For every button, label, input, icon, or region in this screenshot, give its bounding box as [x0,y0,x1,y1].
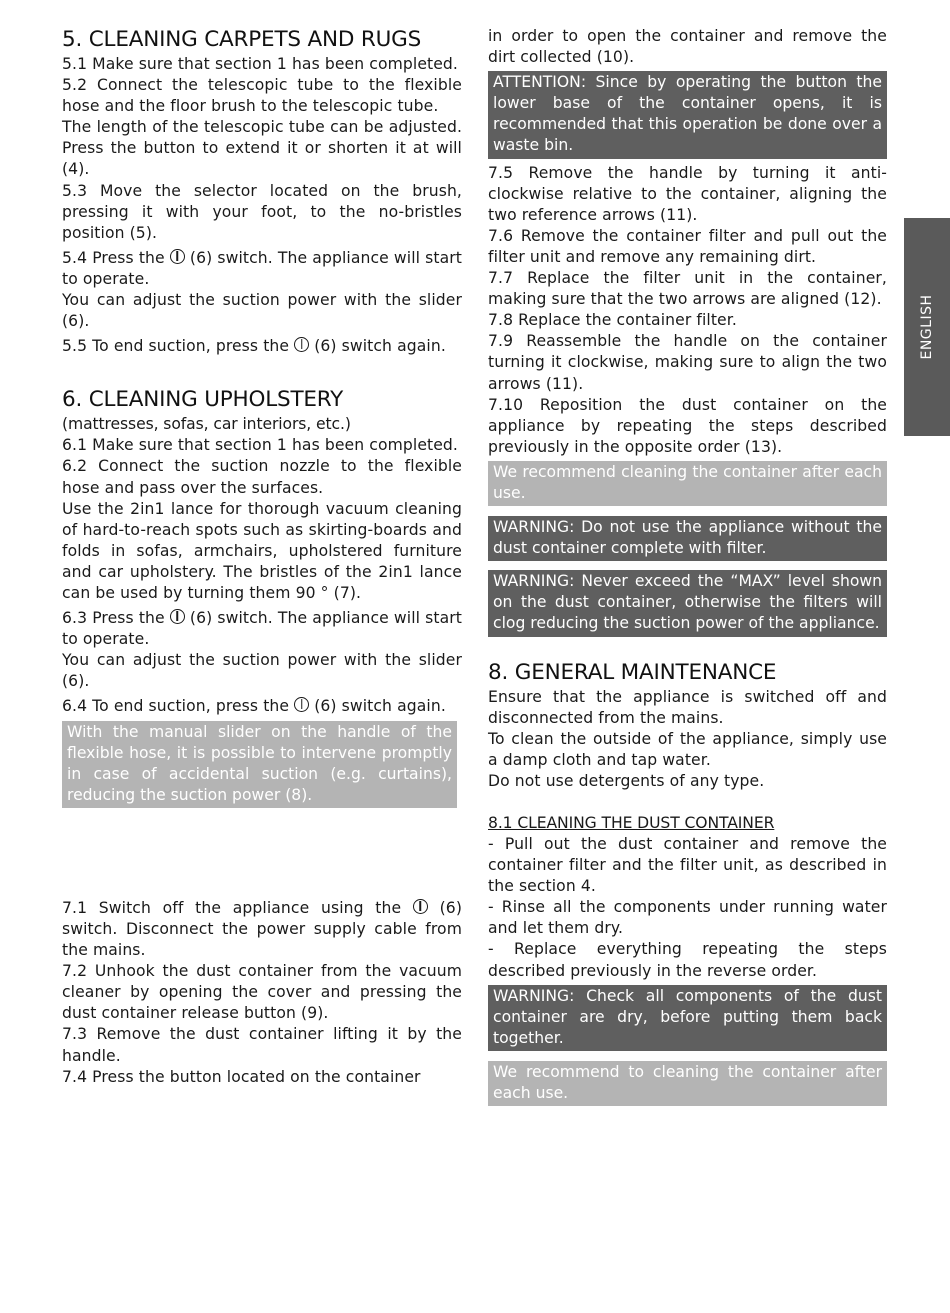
recommend-box-maintenance: We recommend to cleaning the container after each use. [488,1061,887,1106]
section-6-subtitle: (mattresses, sofas, car interiors, etc.) [62,415,351,434]
paragraph-5-5-start: 5.5 To end suction, press the [62,337,290,356]
paragraph-6-2: 6.2 Connect the suction nozzle to the flexible hose and pass over the surfaces. [62,457,462,497]
paragraph-5-3: 5.3 Move the selector located on the brush, pressing it with your foot, to the no-bristles position (5). [62,181,462,242]
paragraph-8-outside: To clean the outside of the appliance, simply use a damp cloth and tap water. [488,729,887,769]
paragraph-7-6: 7.6 Remove the container filter and pull out the filter unit and remove any remaining dirt. [488,226,887,266]
power-icon [294,697,309,712]
language-tab-label: ENGLISH [919,294,935,360]
paragraph-7-1 [62,898,462,961]
section-8-1-title: 8.1 CLEANING THE DUST CONTAINER [488,814,775,832]
power-icon [170,249,185,264]
paragraph-7-8: 7.8 Replace the container filter. [488,311,737,330]
warning-box-filter: WARNING: Do not use the appliance without the dust container complete with filter. [488,516,887,561]
language-tab [904,218,950,436]
paragraph-5-4-end: (6) switch. The appliance will start to operate. [62,248,462,288]
paragraph-6-3-slider: You can adjust the suction power with the slider (6). [62,651,462,691]
power-icon [294,337,309,352]
paragraph-7-10: 7.10 Reposition the dust container on the appliance by repeating the steps described previously in the opposite order (13). [488,395,887,456]
paragraph-5-4 [62,248,462,290]
section-8-title: 8. GENERAL MAINTENANCE [488,659,777,685]
section-5-title: 5. CLEANING CARPETS AND RUGS [62,27,422,52]
paragraph-5-2: 5.2 Connect the telescopic tube to the flexible hose and the floor brush to the telescopic tube. [62,76,462,116]
paragraph-6-1: 6.1 Make sure that section 1 has been completed. [62,436,458,455]
paragraph-7-4-continued: in order to open the container and remove the dirt collected (10). [488,27,887,67]
paragraph-5-2-length: The length of the telescopic tube can be adjusted. Press the button to extend it or shorten it at will (4). [62,118,462,179]
paragraph-8-detergents: Do not use detergents of any type. [488,771,765,790]
paragraph-7-2: 7.2 Unhook the dust container from the vacuum cleaner by opening the cover and pressing the dust container release button (9). [62,962,462,1023]
slider-note-box: With the manual slider on the handle of the flexible hose, it is possible to intervene promptly in case of accidental suction (e.g. curtains), reducing the suction power (8). [62,721,457,808]
paragraph-7-4: 7.4 Press the button located on the container [62,1067,421,1086]
paragraph-7-3: 7.3 Remove the dust container lifting it by the handle. [62,1025,462,1065]
paragraph-5-4-start: 5.4 Press the [62,248,165,267]
paragraph-7-1-start: 7.1 Switch off the appliance using the [62,898,402,917]
left-column [62,26,462,1088]
paragraph-6-4-end: (6) switch again. [314,697,446,716]
warning-box-max-level: WARNING: Never exceed the “MAX” level shown on the dust container, otherwise the filters will clog reducing the suction power of the appliance. [488,570,887,636]
paragraph-8-1-replace: - Replace everything repeating the steps described previously in the reverse order. [488,940,887,980]
attention-box: ATTENTION: Since by operating the button the lower base of the container opens, it is recommended that this operation be done over a waste bin. [488,71,887,158]
power-icon [413,899,428,914]
paragraph-7-7: 7.7 Replace the filter unit in the container, making sure that the two arrows are aligned (12). [488,269,887,309]
paragraph-6-3 [62,608,462,650]
warning-box-dry: WARNING: Check all components of the dust container are dry, before putting them back together. [488,985,887,1051]
right-column [488,26,887,1106]
paragraph-8-1-pull-out: - Pull out the dust container and remove the container filter and the filter unit, as described in the section 4. [488,835,887,896]
paragraph-7-9: 7.9 Reassemble the handle on the container turning it clockwise, making sure to align the two arrows (11). [488,332,887,393]
recommend-box: We recommend cleaning the container after each use. [488,461,887,506]
section-6-title: 6. CLEANING UPHOLSTERY [62,387,344,413]
paragraph-8-1-rinse: - Rinse all the components under running water and let them dry. [488,898,887,938]
paragraph-6-4-start: 6.4 To end suction, press the [62,697,290,716]
paragraph-5-5 [62,336,462,357]
power-icon [170,609,185,624]
paragraph-5-1: 5.1 Make sure that section 1 has been completed. [62,55,458,73]
paragraph-6-3-end: (6) switch. The appliance will start to operate. [62,609,462,649]
paragraph-6-3-start: 6.3 Press the [62,609,165,628]
paragraph-6-2-lance: Use the 2in1 lance for thorough vacuum cleaning of hard-to-reach spots such as skirting-boards and folds in sofas, armchairs, upholstered furniture and car upholstery. The bristles of the 2in1 lance can be used by turning them 90 ° (7). [62,499,462,602]
paragraph-7-1-end: (6) switch. Disconnect the power supply cable from the mains. [62,898,462,960]
paragraph-7-5: 7.5 Remove the handle by turning it anti-clockwise relative to the container, aligning the two reference arrows (11). [488,163,887,224]
paragraph-6-4 [62,696,462,717]
paragraph-5-5-end: (6) switch again. [314,337,446,356]
paragraph-5-4-slider: You can adjust the suction power with the slider (6). [62,291,462,331]
paragraph-8-switched-off: Ensure that the appliance is switched off and disconnected from the mains. [488,687,887,727]
